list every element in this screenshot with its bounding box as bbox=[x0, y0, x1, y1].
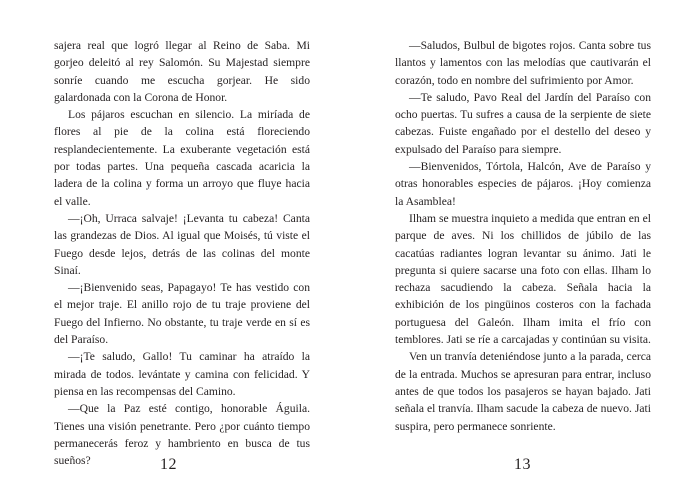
paragraph: —Te saludo, Pavo Real del Jardín del Paraíso con ocho puertas. Tu sufres a causa de la serpiente de siete cabezas. Fuiste engañado por el destello del deseo y expulsado del Paraíso para siempre. bbox=[395, 90, 651, 156]
right-page bbox=[395, 37, 651, 435]
page-number-right: 13 bbox=[514, 456, 531, 473]
paragraph: Ven un tranvía deteniéndose junto a la parada, cerca de la entrada. Muchos se apresuran para entrar, incluso antes de que todos los pasajeros se hayan bajado. Jati señala el tranvía. Ilham sacude la cabeza de nuevo. Jati suspira, pero permanece sonriente. bbox=[395, 350, 651, 433]
paragraph: —Saludos, Bulbul de bigotes rojos. Canta sobre tus llantos y lamentos con las melodías que cautivarán el corazón, todo en nombre del sufrimiento por Amor. bbox=[395, 39, 651, 87]
paragraph: Los pájaros escuchan en silencio. La miríada de flores al pie de la colina está floreciendo resplandecientemente. La exuberante vegetación está por todas partes. Una pequeña cascada acaricia la ladera de la colina y forma un arroyo que fluye hacia el valle. bbox=[54, 108, 310, 208]
paragraph: —Que la Paz esté contigo, honorable Águila. Tienes una visión penetrante. Pero ¿por cuánto tiempo permanecerás feroz y hambriento en busca de tus sueños? bbox=[54, 402, 310, 468]
paragraph: sajera real que logró llegar al Reino de Saba. Mi gorjeo deleitó al rey Salomón. Su Majestad siempre sonríe cuando me escucha gorjear. He sido galardonada con la Corona de Honor. bbox=[54, 39, 310, 104]
paragraph: —¡Oh, Urraca salvaje! ¡Levanta tu cabeza! Canta las grandezas de Dios. Al igual que Moisés, tú viste el Fuego desde lejos, detrás de las colinas del monte Sinaí. bbox=[54, 211, 310, 277]
paragraph: —¡Te saludo, Gallo! Tu caminar ha atraído la mirada de todos. levántate y camina con felicidad. Y piensa en las recompensas del Camino. bbox=[54, 350, 310, 398]
left-page bbox=[54, 37, 310, 469]
paragraph: —¡Bienvenido seas, Papagayo! Te has vestido con el mejor traje. El anillo rojo de tu traje proviene del Fuego del Infierno. No obstante, tu traje verde en sí es del Paraíso. bbox=[54, 281, 310, 347]
paragraph: —Bienvenidos, Tórtola, Halcón, Ave de Paraíso y otras honorables especies de pájaros. ¡Hoy comienza la Asamblea! bbox=[395, 160, 651, 208]
paragraph: Ilham se muestra inquieto a medida que entran en el parque de aves. Ni los chillidos de júbilo de las cacatúas radiantes logran levantar su ánimo. Jati le pregunta si quiere sacarse una foto con ellas. Ilham lo rechaza sacudiendo la cabeza. Señala hacia la exhibición de los pingüinos costeros con la fachada portuguesa del Galeón. Ilham imita el frío con temblores. Jati se ríe a carcajadas y continúan su visita. bbox=[395, 211, 651, 347]
page-number-left: 12 bbox=[160, 456, 177, 473]
